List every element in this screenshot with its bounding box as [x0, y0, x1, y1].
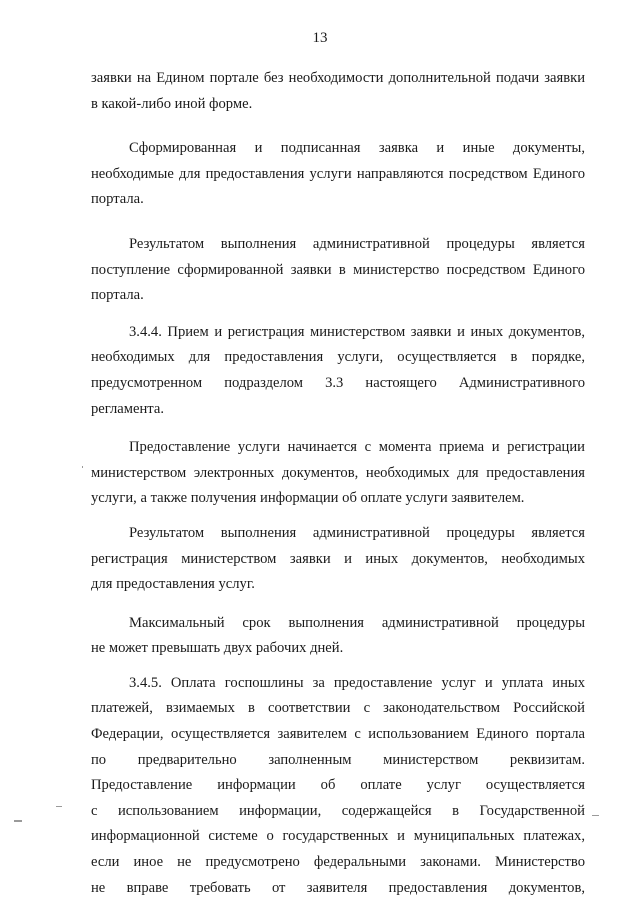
text-line: Сформированная и подписанная заявка и иные документы, [129, 140, 585, 157]
scan-mark [592, 815, 599, 816]
text-line: регистрация министерством заявки и иных документов, необходимых [91, 550, 585, 567]
text-line: с использованием информации, содержащейся в Государственной [91, 802, 585, 819]
text-line: по предварительно заполненным министерством реквизитам. [91, 751, 585, 768]
text-line: поступление сформированной заявки в министерство посредством Единого [91, 261, 585, 278]
page-number: 13 [312, 30, 328, 46]
text-line: необходимые для предоставления услуги направляются посредством Единого [91, 165, 585, 182]
paragraph [91, 671, 585, 901]
text-line: Федерации, осуществляется заявителем с использованием Единого портала [91, 726, 585, 743]
text-line: платежей, взимаемых в соответствии с законодательством Российской [91, 700, 585, 717]
text-line: портала. [91, 191, 144, 208]
text-line: для предоставления услуг. [91, 576, 255, 593]
paragraph [91, 232, 585, 309]
text-line: Максимальный срок выполнения административной процедуры [129, 614, 585, 631]
text-line: не может превышать двух рабочих дней. [91, 640, 344, 657]
text-line: предусмотренном подразделом 3.3 настоящего Административного [91, 374, 585, 391]
scan-mark [82, 466, 83, 468]
paragraph [91, 66, 585, 117]
text-line: 3.4.5. Оплата госпошлины за предоставление услуг и уплата иных [129, 674, 585, 691]
text-line: Результатом выполнения административной процедуры является [129, 235, 585, 252]
paragraph [91, 521, 585, 598]
text-line: Предоставление услуги начинается с момента приема и регистрации [129, 439, 585, 456]
text-line: не вправе требовать от заявителя предоставления документов, [91, 879, 585, 896]
text-line: портала. [91, 287, 144, 304]
text-line: 3.4.4. Прием и регистрация министерством заявки и иных документов, [129, 323, 585, 340]
text-line: регламента. [91, 400, 164, 417]
paragraph [91, 611, 585, 662]
scan-mark [56, 806, 62, 807]
scan-mark [14, 820, 22, 822]
paragraph [91, 320, 585, 422]
paragraph [91, 435, 585, 512]
paragraph [91, 136, 585, 213]
text-line: Результатом выполнения административной процедуры является [129, 524, 585, 541]
text-line: Предоставление информации об оплате услуг осуществляется [91, 777, 585, 794]
text-line: информационной системе о государственных и муниципальных платежах, [91, 828, 585, 845]
text-line: заявки на Едином портале без необходимости дополнительной подачи заявки [91, 70, 585, 86]
text-line: министерством электронных документов, необходимых для предоставления [91, 464, 585, 481]
text-line: в какой-либо иной форме. [91, 95, 253, 112]
text-line: услуги, а также получения информации об оплате услуги заявителем. [91, 490, 525, 507]
document-body [91, 66, 585, 901]
text-line: если иное не предусмотрено федеральными законами. Министерство [91, 854, 585, 871]
text-line: необходимых для предоставления услуги, осуществляется в порядке, [91, 349, 585, 366]
